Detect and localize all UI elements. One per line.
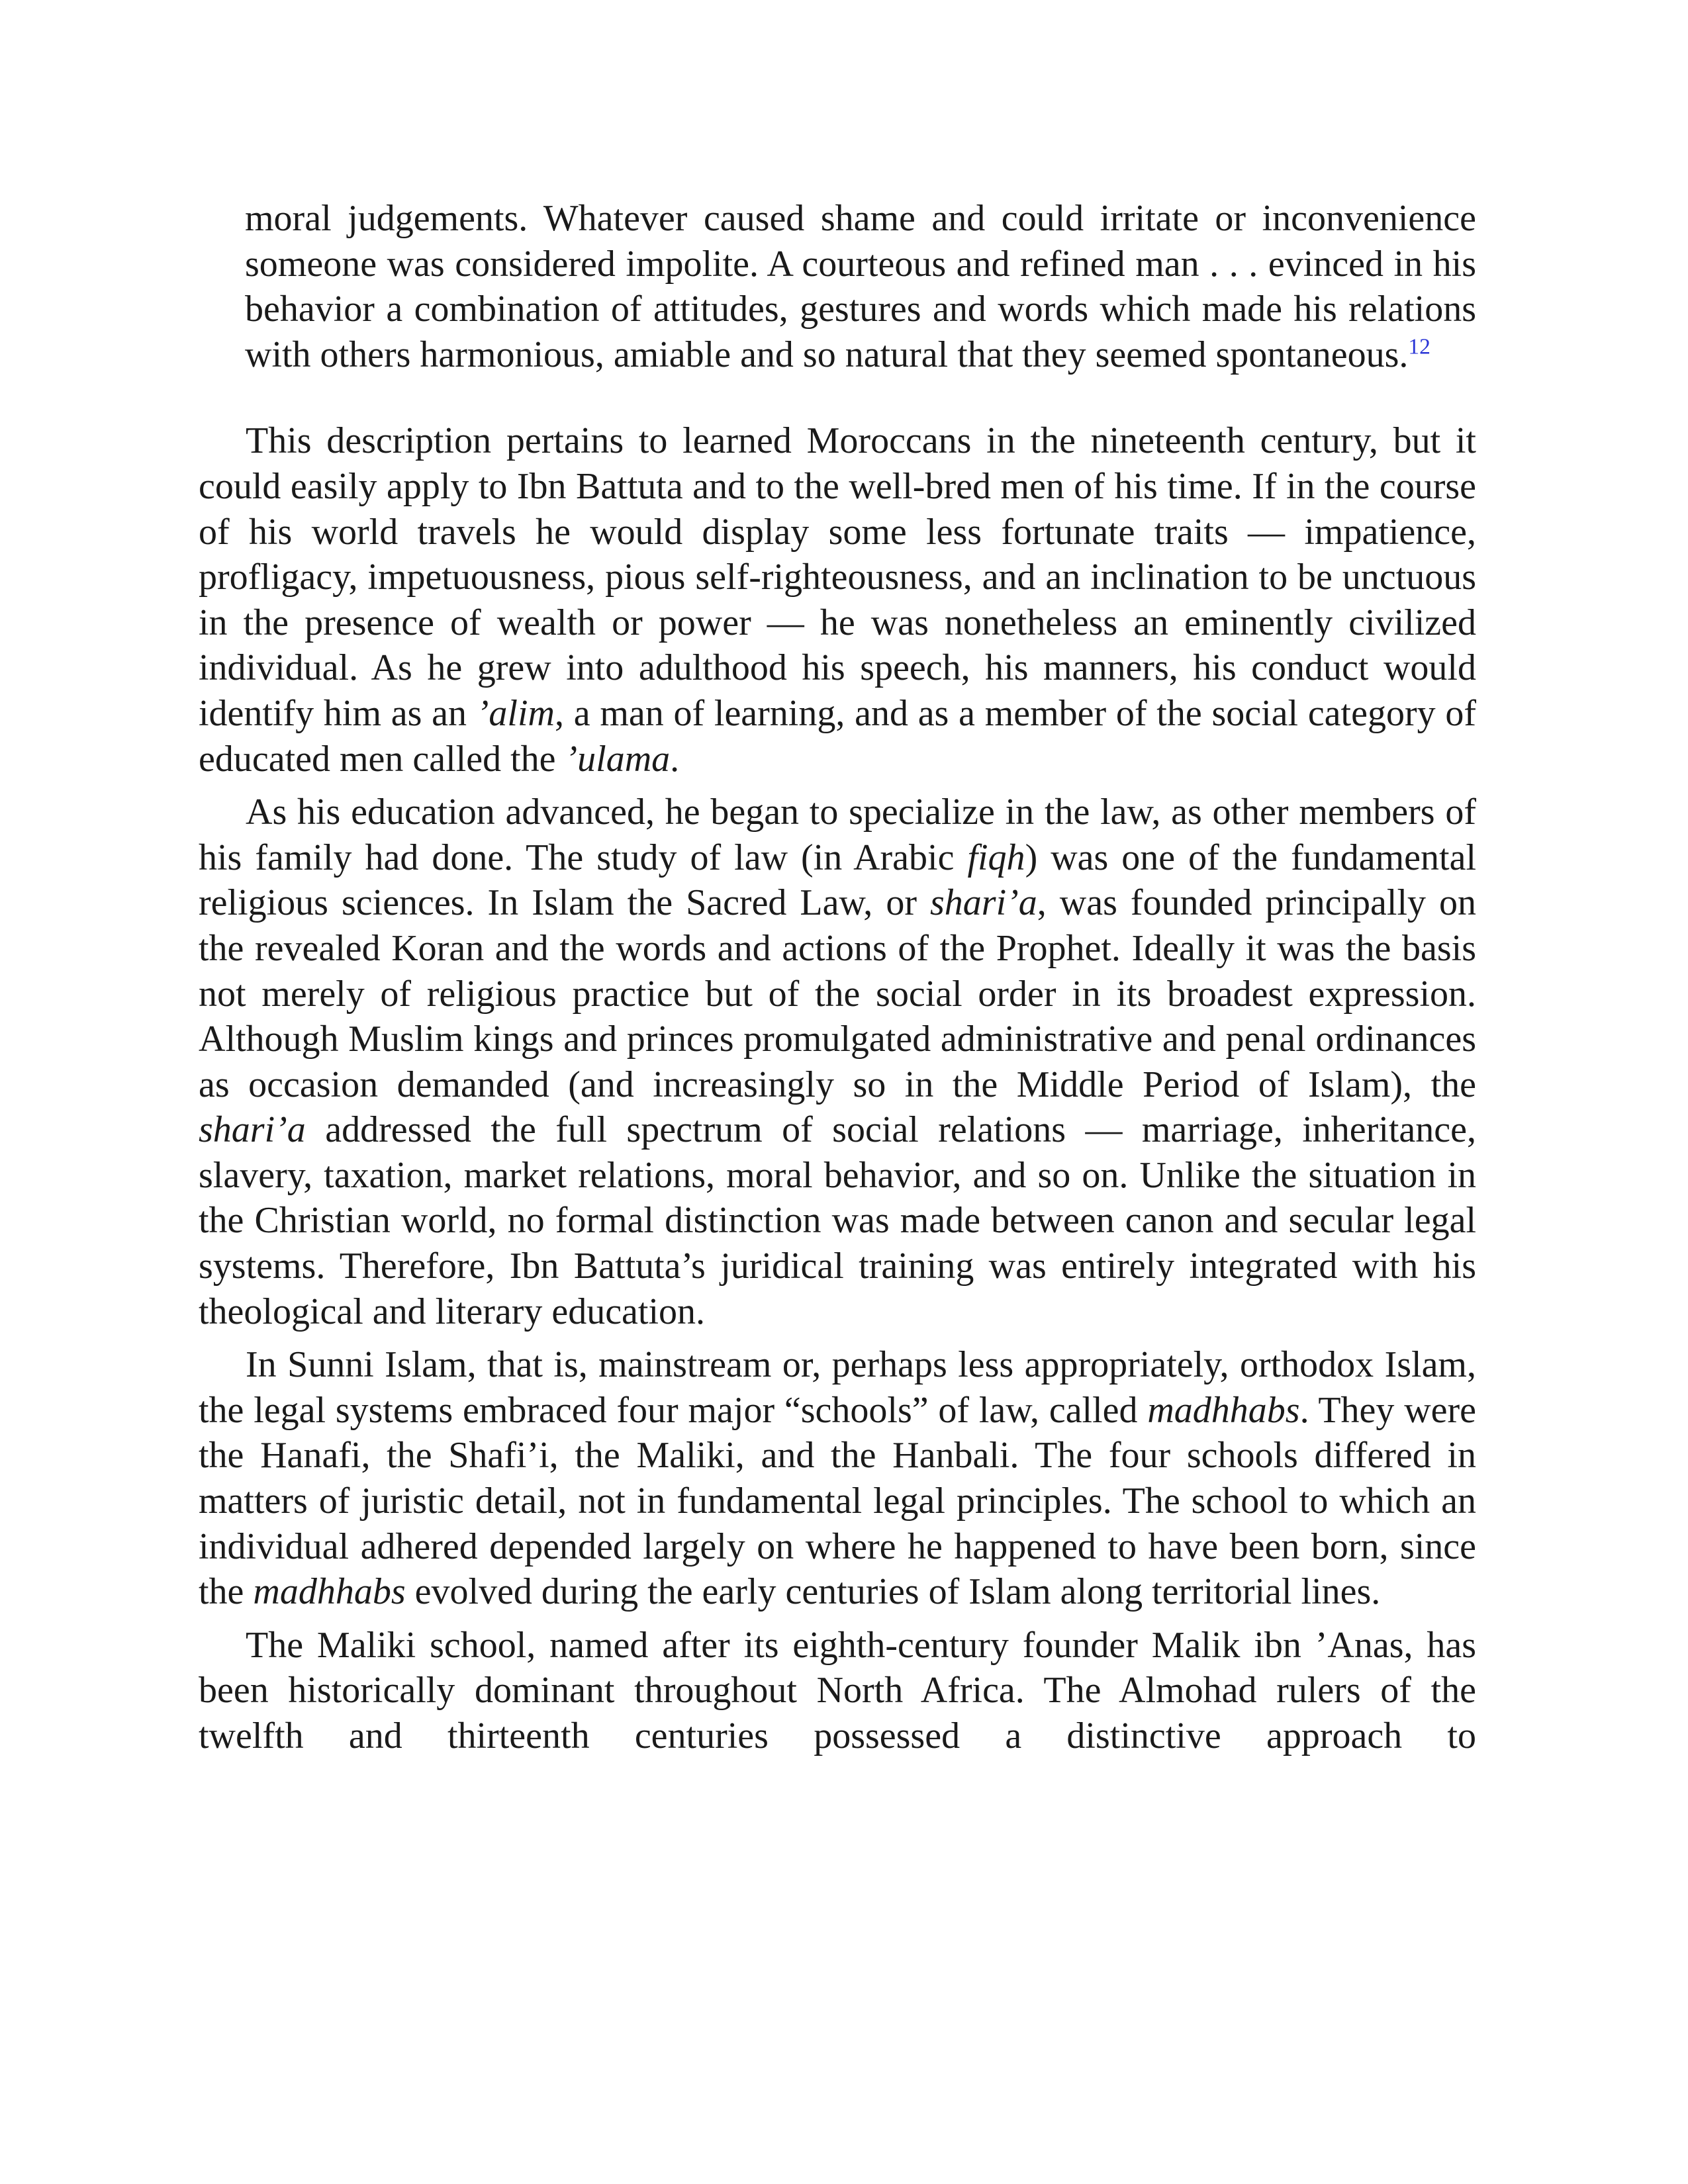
paragraph-2 xyxy=(199,790,1476,1334)
paragraph-1-text: , a man of learning, and as a member of the social category of educated men called the xyxy=(199,692,1476,780)
paragraph-3 xyxy=(199,1342,1476,1615)
paragraph-2-text: As his education advanced, he began to specialize in the law, as other members of his family had done. The study of law (in Arabic xyxy=(199,792,1476,878)
paragraph-1-text: This description pertains to learned Moroccans in the nineteenth century, but it could easily apply to Ibn Battuta and to the well-bred men of his time. If in the course of his world travels he would display some less fortunate traits — impatience, profligacy, impetuousness, pious self-righteousness, and an inclination to be unctuous in the presence of wealth or power — he was nonetheless an eminently civilized individual. As he grew into adulthood his speech, his manners, his conduct would identify him as an xyxy=(199,420,1476,734)
quote-text: moral judgements. Whatever caused shame and could irritate or inconvenience someone was considered impolite. A courteous and refined man . . . evinced in his behavior a combination of attitudes, gestures and words which made his relations with others harmonious, amiable and so natural that they seemed spontaneous. xyxy=(245,198,1476,375)
paragraph-4-text: The Maliki school, named after its eighth-century founder Malik ibn ’Anas, has been historically dominant throughout North Africa. The Almohad rulers of the twelfth and thirteenth centuries possessed a distinctive approach to xyxy=(199,1624,1476,1756)
paragraph-1-text: . xyxy=(670,738,680,780)
term-madhhabs: madhhabs xyxy=(253,1571,406,1613)
term-ulama: ’ulama xyxy=(565,738,671,780)
paragraph-3-text: evolved during the early centuries of Islam along territorial lines. xyxy=(405,1571,1381,1613)
paragraph-4 xyxy=(199,1623,1476,1759)
term-sharia: shari’a xyxy=(929,882,1037,924)
paragraph-2-text: addressed the full spectrum of social relations — marriage, inheritance, slavery, taxation, market relations, moral behavior, and so on. Unlike the situation in the Christian world, no formal distinction was made between canon and secular legal systems. Therefore, Ibn Battuta’s juridical training was entirely integrated with his theological and literary education. xyxy=(199,1109,1476,1332)
page-body xyxy=(199,196,1476,1759)
term-sharia: shari’a xyxy=(199,1109,306,1151)
term-alim: ’alim xyxy=(476,692,555,734)
paragraph-1 xyxy=(199,418,1476,782)
paragraph-2-text: , was founded principally on the revealed Koran and the words and actions of the Prophet. Ideally it was the basis not merely of religious practice but of the social order in its broadest expression. Although Muslim kings and princes promulgated administrative and penal ordinances as occasion demanded (and increasingly so in the Middle Period of Islam), the xyxy=(199,882,1477,1105)
paragraph-3-text: In Sunni Islam, that is, mainstream or, perhaps less appropriately, orthodox Islam, the legal systems embraced four major “schools” of law, called xyxy=(199,1344,1476,1431)
footnote-reference[interactable]: 12 xyxy=(1408,334,1430,359)
term-madhhabs: madhhabs xyxy=(1147,1389,1300,1431)
paragraph-3-text: . They were the Hanafi, the Shafi’i, the Maliki, and the Hanbali. The four schools differed in matters of juristic detail, not in fundamental legal principles. The school to which an individual adhered depended largely on where he happened to have been born, since the xyxy=(199,1389,1476,1613)
block-quote xyxy=(245,196,1476,377)
term-fiqh: fiqh xyxy=(967,837,1025,878)
paragraph-2-text: ) was one of the fundamental religious sciences. In Islam the Sacred Law, or xyxy=(199,837,1477,924)
